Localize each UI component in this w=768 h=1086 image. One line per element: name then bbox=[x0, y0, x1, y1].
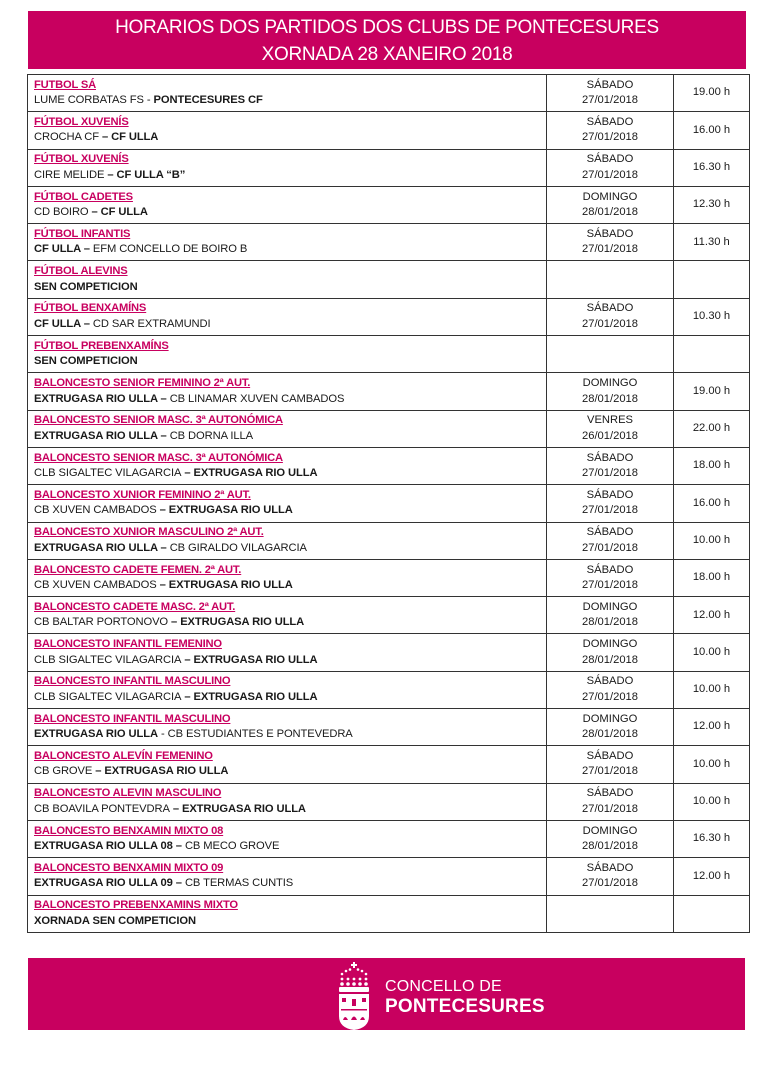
match-cell bbox=[28, 783, 547, 820]
match-date: 27/01/2018 bbox=[582, 94, 638, 107]
teams-line bbox=[34, 727, 546, 743]
team-home: EXTRUGASA RIO ULLA bbox=[34, 541, 158, 554]
category-label: FÚTBOL PREBENXAMÍNS bbox=[34, 339, 169, 352]
page-title: HORARIOS DOS PARTIDOS DOS CLUBS DE PONTECESURES bbox=[115, 17, 659, 38]
match-date: 28/01/2018 bbox=[582, 728, 638, 741]
match-cell bbox=[28, 820, 547, 857]
team-separator: – bbox=[80, 243, 93, 256]
table-row bbox=[28, 298, 750, 335]
weekday: SÁBADO bbox=[586, 526, 634, 539]
table-row bbox=[28, 709, 750, 746]
team-separator: – bbox=[88, 206, 101, 219]
weekday: SÁBADO bbox=[586, 488, 634, 501]
weekday: DOMINGO bbox=[582, 638, 638, 651]
table-row bbox=[28, 597, 750, 634]
team-home: EXTRUGASA RIO ULLA bbox=[34, 728, 158, 741]
time-cell: 10.00 h bbox=[674, 522, 750, 559]
match-date: 27/01/2018 bbox=[582, 690, 638, 703]
match-date: 27/01/2018 bbox=[582, 765, 638, 778]
table-row bbox=[28, 149, 750, 186]
category-label: BALONCESTO XUNIOR FEMININO 2ª AUT. bbox=[34, 488, 251, 501]
match-cell bbox=[28, 709, 547, 746]
team-home: CLB SIGALTEC VILAGARCIA bbox=[34, 690, 182, 703]
team-separator: – bbox=[156, 504, 169, 517]
category-label: BALONCESTO XUNIOR MASCULINO 2ª AUT. bbox=[34, 526, 264, 539]
match-cell bbox=[28, 261, 547, 298]
table-row bbox=[28, 261, 750, 298]
match-cell bbox=[28, 186, 547, 223]
team-separator: – bbox=[157, 392, 170, 405]
teams-line bbox=[34, 168, 546, 184]
footer-line2: PONTECESURES bbox=[385, 996, 545, 1017]
team-separator: – bbox=[80, 317, 93, 330]
team-away: CD SAR EXTRAMUNDI bbox=[92, 317, 211, 330]
table-row bbox=[28, 559, 750, 596]
schedule-table bbox=[27, 74, 750, 933]
header-banner bbox=[28, 11, 746, 69]
teams-line bbox=[34, 690, 546, 706]
match-cell bbox=[28, 336, 547, 373]
match-cell bbox=[28, 559, 547, 596]
date-cell bbox=[547, 634, 674, 671]
match-date: 27/01/2018 bbox=[582, 317, 638, 330]
match-cell bbox=[28, 373, 547, 410]
footer-banner bbox=[28, 958, 745, 1030]
team-home: CD BOIRO bbox=[34, 206, 89, 219]
team-home: EXTRUGASA RIO ULLA 09 bbox=[34, 877, 173, 890]
team-home: CIRE MELIDE bbox=[34, 168, 105, 181]
team-separator: – bbox=[168, 616, 181, 629]
teams-line bbox=[34, 317, 546, 333]
date-cell bbox=[547, 112, 674, 149]
table-row bbox=[28, 522, 750, 559]
weekday: SÁBADO bbox=[586, 78, 634, 91]
table-row bbox=[28, 783, 750, 820]
match-date: 28/01/2018 bbox=[582, 840, 638, 853]
time-cell bbox=[674, 895, 750, 932]
weekday: DOMINGO bbox=[582, 190, 638, 203]
match-date: 28/01/2018 bbox=[582, 392, 638, 405]
municipal-crest-icon bbox=[334, 960, 374, 1032]
date-cell bbox=[547, 410, 674, 447]
table-row bbox=[28, 447, 750, 484]
teams-line bbox=[34, 541, 546, 557]
team-home: CF ULLA bbox=[34, 317, 81, 330]
team-separator: - bbox=[157, 728, 168, 741]
time-cell: 19.00 h bbox=[674, 373, 750, 410]
date-cell bbox=[547, 485, 674, 522]
date-cell bbox=[547, 858, 674, 895]
date-cell bbox=[547, 522, 674, 559]
match-date: 27/01/2018 bbox=[582, 877, 638, 890]
teams-line bbox=[34, 93, 546, 109]
table-row bbox=[28, 112, 750, 149]
team-away: EXTRUGASA RIO ULLA bbox=[168, 579, 293, 591]
weekday: SÁBADO bbox=[586, 451, 634, 464]
time-cell: 12.00 h bbox=[674, 597, 750, 634]
page-subtitle: XORNADA 28 XANEIRO 2018 bbox=[261, 44, 513, 65]
date-cell bbox=[547, 298, 674, 335]
teams-line bbox=[34, 130, 546, 146]
match-date: 27/01/2018 bbox=[582, 467, 638, 480]
weekday: SÁBADO bbox=[586, 153, 634, 166]
time-cell: 12.00 h bbox=[674, 858, 750, 895]
category-label: FÚTBOL CADETES bbox=[34, 190, 133, 203]
match-cell bbox=[28, 298, 547, 335]
time-cell: 12.00 h bbox=[674, 709, 750, 746]
weekday: SÁBADO bbox=[586, 227, 634, 240]
date-cell bbox=[547, 261, 674, 298]
time-cell: 10.30 h bbox=[674, 298, 750, 335]
time-cell bbox=[674, 336, 750, 373]
table-row bbox=[28, 373, 750, 410]
team-separator: – bbox=[157, 429, 170, 442]
time-cell: 11.30 h bbox=[674, 224, 750, 261]
team-away: PONTECESURES CF bbox=[153, 94, 263, 107]
weekday: SÁBADO bbox=[586, 675, 634, 688]
match-date: 26/01/2018 bbox=[582, 429, 638, 442]
team-separator: - bbox=[143, 94, 154, 107]
match-cell bbox=[28, 746, 547, 783]
table-row bbox=[28, 336, 750, 373]
team-away: CB TERMAS CUNTIS bbox=[184, 877, 294, 890]
date-cell bbox=[547, 709, 674, 746]
match-date: 28/01/2018 bbox=[582, 616, 638, 629]
date-cell bbox=[547, 820, 674, 857]
team-separator: – bbox=[104, 168, 117, 181]
date-cell bbox=[547, 895, 674, 932]
table-row bbox=[28, 75, 750, 112]
schedule-body bbox=[28, 75, 750, 933]
category-label: BALONCESTO CADETE MASC. 2ª AUT. bbox=[34, 600, 236, 613]
teams-line bbox=[34, 802, 546, 818]
match-cell bbox=[28, 895, 547, 932]
time-cell: 10.00 h bbox=[674, 671, 750, 708]
teams-line bbox=[34, 466, 546, 482]
team-separator: – bbox=[156, 579, 169, 591]
table-row bbox=[28, 820, 750, 857]
table-row bbox=[28, 224, 750, 261]
team-home: CROCHA CF bbox=[34, 131, 99, 144]
team-away: CB LINAMAR XUVEN CAMBADOS bbox=[169, 392, 345, 405]
category-label: BALONCESTO BENXAMIN MIXTO 09 bbox=[34, 861, 224, 874]
teams-line bbox=[34, 653, 546, 669]
match-date: 27/01/2018 bbox=[582, 802, 638, 815]
team-away: CF ULLA bbox=[111, 131, 159, 144]
category-label: FÚTBOL XUVENÍS bbox=[34, 153, 129, 166]
teams-line bbox=[34, 242, 546, 258]
team-away: EFM CONCELLO DE BOIRO B bbox=[92, 243, 248, 256]
weekday: DOMINGO bbox=[582, 377, 638, 390]
weekday: SÁBADO bbox=[586, 749, 634, 762]
time-cell: 19.00 h bbox=[674, 75, 750, 112]
time-cell: 18.00 h bbox=[674, 559, 750, 596]
match-cell bbox=[28, 522, 547, 559]
match-cell bbox=[28, 410, 547, 447]
match-date: 27/01/2018 bbox=[582, 504, 638, 517]
match-date: 28/01/2018 bbox=[582, 206, 638, 219]
date-cell bbox=[547, 75, 674, 112]
table-row bbox=[28, 485, 750, 522]
match-cell bbox=[28, 149, 547, 186]
category-label: BALONCESTO INFANTIL MASCULINO bbox=[34, 712, 231, 725]
category-label: BALONCESTO SENIOR MASC. 3ª AUTONÓMICA bbox=[34, 451, 283, 464]
time-cell bbox=[674, 261, 750, 298]
team-separator: – bbox=[172, 877, 185, 890]
category-label: BALONCESTO ALEVÍN FEMENINO bbox=[34, 749, 213, 762]
table-row bbox=[28, 186, 750, 223]
weekday: SÁBADO bbox=[586, 563, 634, 576]
date-cell bbox=[547, 783, 674, 820]
category-label: BALONCESTO BENXAMIN MIXTO 08 bbox=[34, 824, 224, 837]
time-cell: 10.00 h bbox=[674, 783, 750, 820]
category-label: BALONCESTO ALEVIN MASCULINO bbox=[34, 787, 222, 800]
match-date: 27/01/2018 bbox=[582, 243, 638, 256]
weekday: SÁBADO bbox=[586, 861, 634, 874]
time-cell: 22.00 h bbox=[674, 410, 750, 447]
team-away: EXTRUGASA RIO ULLA bbox=[193, 690, 318, 703]
team-away: CB DORNA ILLA bbox=[169, 429, 253, 442]
team-away: EXTRUGASA RIO ULLA bbox=[193, 467, 318, 480]
weekday: SÁBADO bbox=[586, 302, 634, 315]
footer-brand bbox=[385, 978, 545, 1018]
teams-line bbox=[34, 764, 546, 780]
teams-line bbox=[34, 578, 546, 594]
team-away: EXTRUGASA RIO ULLA bbox=[180, 616, 305, 629]
date-cell bbox=[547, 746, 674, 783]
team-away: CB GIRALDO VILAGARCIA bbox=[169, 541, 307, 554]
team-home: EXTRUGASA RIO ULLA 08 bbox=[34, 840, 173, 853]
teams-line bbox=[34, 354, 546, 370]
date-cell bbox=[547, 671, 674, 708]
teams-line bbox=[34, 205, 546, 221]
teams-line bbox=[34, 914, 546, 930]
teams-line bbox=[34, 876, 546, 892]
time-cell: 16.00 h bbox=[674, 485, 750, 522]
category-label: BALONCESTO INFANTIL FEMENINO bbox=[34, 638, 222, 651]
match-date: 27/01/2018 bbox=[582, 541, 638, 554]
table-row bbox=[28, 634, 750, 671]
team-home: SEN COMPETICION bbox=[34, 355, 138, 368]
match-date: 27/01/2018 bbox=[582, 579, 638, 591]
team-away: CF ULLA “B” bbox=[116, 168, 186, 181]
category-label: FUTBOL SÁ bbox=[34, 78, 97, 91]
date-cell bbox=[547, 149, 674, 186]
team-home: XORNADA SEN COMPETICION bbox=[34, 914, 196, 927]
category-label: FÚTBOL BENXAMÍNS bbox=[34, 302, 147, 315]
team-away: CB MECO GROVE bbox=[184, 840, 280, 853]
date-cell bbox=[547, 224, 674, 261]
weekday: DOMINGO bbox=[582, 600, 638, 613]
team-separator: – bbox=[169, 802, 182, 815]
date-cell bbox=[547, 336, 674, 373]
team-away: EXTRUGASA RIO ULLA bbox=[193, 653, 318, 666]
match-cell bbox=[28, 858, 547, 895]
category-label: BALONCESTO SENIOR FEMININO 2ª AUT. bbox=[34, 377, 251, 390]
teams-line bbox=[34, 503, 546, 519]
team-home: EXTRUGASA RIO ULLA bbox=[34, 392, 158, 405]
table-row bbox=[28, 858, 750, 895]
time-cell: 12.30 h bbox=[674, 186, 750, 223]
time-cell: 10.00 h bbox=[674, 634, 750, 671]
table-row bbox=[28, 895, 750, 932]
weekday: VENRES bbox=[586, 414, 633, 427]
teams-line bbox=[34, 429, 546, 445]
match-cell bbox=[28, 447, 547, 484]
weekday: DOMINGO bbox=[582, 824, 638, 837]
team-away: EXTRUGASA RIO ULLA bbox=[181, 802, 306, 815]
teams-line bbox=[34, 839, 546, 855]
date-cell bbox=[547, 447, 674, 484]
team-home: SEN COMPETICION bbox=[34, 280, 138, 293]
team-home: LUME CORBATAS FS bbox=[34, 94, 144, 107]
team-separator: – bbox=[181, 690, 194, 703]
team-separator: – bbox=[181, 653, 194, 666]
match-date: 27/01/2018 bbox=[582, 131, 638, 144]
team-home: CF ULLA bbox=[34, 243, 81, 256]
table-row bbox=[28, 671, 750, 708]
team-away: CB ESTUDIANTES E PONTEVEDRA bbox=[167, 728, 353, 741]
time-cell: 16.30 h bbox=[674, 149, 750, 186]
match-cell bbox=[28, 112, 547, 149]
match-cell bbox=[28, 671, 547, 708]
weekday: SÁBADO bbox=[586, 787, 634, 800]
time-cell: 18.00 h bbox=[674, 447, 750, 484]
team-home: CB GROVE bbox=[34, 765, 93, 778]
team-away: EXTRUGASA RIO ULLA bbox=[104, 765, 229, 778]
category-label: BALONCESTO INFANTIL MASCULINO bbox=[34, 675, 231, 688]
match-cell bbox=[28, 485, 547, 522]
category-label: FÚTBOL ALEVINS bbox=[34, 265, 128, 278]
category-label: BALONCESTO CADETE FEMEN. 2ª AUT. bbox=[34, 563, 242, 576]
table-row bbox=[28, 410, 750, 447]
time-cell: 16.00 h bbox=[674, 112, 750, 149]
team-home: CLB SIGALTEC VILAGARCIA bbox=[34, 653, 182, 666]
category-label: BALONCESTO PREBENXAMINS MIXTO bbox=[34, 899, 238, 912]
category-label: FÚTBOL XUVENÍS bbox=[34, 115, 129, 128]
footer-line1: CONCELLO DE bbox=[385, 978, 502, 995]
match-cell bbox=[28, 597, 547, 634]
date-cell bbox=[547, 186, 674, 223]
team-separator: – bbox=[172, 840, 185, 853]
time-cell: 10.00 h bbox=[674, 746, 750, 783]
date-cell bbox=[547, 597, 674, 634]
date-cell bbox=[547, 559, 674, 596]
team-home: CB BALTAR PORTONOVO bbox=[34, 616, 169, 629]
category-label: FÚTBOL INFANTIS bbox=[34, 227, 131, 240]
team-home: CB XUVEN CAMBADOS bbox=[34, 504, 157, 517]
match-cell bbox=[28, 634, 547, 671]
team-away: EXTRUGASA RIO ULLA bbox=[168, 504, 293, 517]
team-separator: – bbox=[181, 467, 194, 480]
category-label: BALONCESTO SENIOR MASC. 3ª AUTONÓMICA bbox=[34, 414, 283, 427]
team-home: CB XUVEN CAMBADOS bbox=[34, 579, 157, 591]
weekday: DOMINGO bbox=[582, 712, 638, 725]
team-separator: – bbox=[92, 765, 105, 778]
match-cell bbox=[28, 75, 547, 112]
date-cell bbox=[547, 373, 674, 410]
match-date: 27/01/2018 bbox=[582, 168, 638, 181]
table-row bbox=[28, 746, 750, 783]
team-home: EXTRUGASA RIO ULLA bbox=[34, 429, 158, 442]
team-away: CF ULLA bbox=[100, 206, 148, 219]
team-home: CLB SIGALTEC VILAGARCIA bbox=[34, 467, 182, 480]
match-cell bbox=[28, 224, 547, 261]
match-date: 28/01/2018 bbox=[582, 653, 638, 666]
teams-line bbox=[34, 280, 546, 296]
team-separator: – bbox=[98, 131, 112, 144]
time-cell: 16.30 h bbox=[674, 820, 750, 857]
teams-line bbox=[34, 392, 546, 408]
team-home: CB BOAVILA PONTEVDRA bbox=[34, 802, 170, 815]
team-separator: – bbox=[157, 541, 170, 554]
weekday: SÁBADO bbox=[586, 115, 634, 128]
teams-line bbox=[34, 615, 546, 631]
